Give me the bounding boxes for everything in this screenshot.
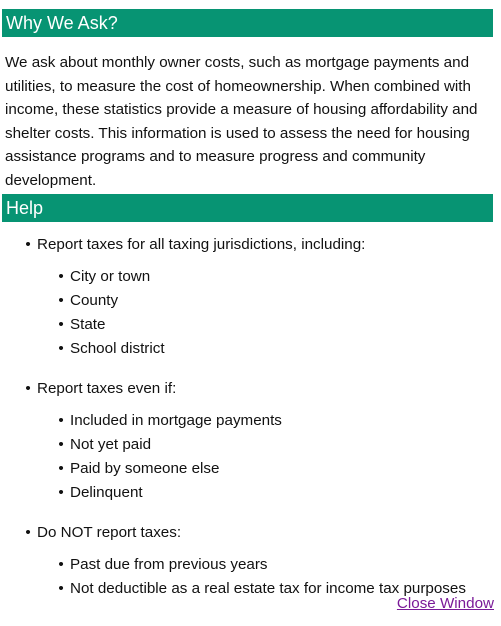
help-group-label: [0, 377, 501, 401]
help-sub-item-text: Delinquent: [70, 484, 143, 501]
help-sub-item-text: Paid by someone else: [70, 460, 220, 477]
help-sub-item: [0, 265, 501, 289]
help-sub-item: [0, 289, 501, 313]
bullet-icon: •: [58, 316, 64, 333]
help-sub-item-text: Past due from previous years: [70, 556, 268, 573]
help-header: [2, 194, 493, 222]
bullet-icon: •: [25, 524, 31, 541]
bullet-icon: •: [25, 236, 31, 253]
bullet-icon: •: [58, 436, 64, 453]
bullet-icon: •: [58, 292, 64, 309]
help-sub-item: [0, 337, 501, 361]
help-sub-item-text: State: [70, 316, 106, 333]
help-sub-item: [0, 457, 501, 481]
close-window-link[interactable]: Close Window: [396, 595, 494, 612]
help-sub-list: [0, 265, 501, 361]
help-group-jurisdictions: [0, 233, 501, 361]
bullet-icon: •: [25, 380, 31, 397]
help-sub-item: [0, 481, 501, 505]
help-group-label-text: Do NOT report taxes:: [37, 524, 182, 541]
help-sub-item-text: Not deductible as a real estate tax for income tax purposes: [70, 580, 466, 597]
why-we-ask-title: Why We Ask?: [6, 13, 118, 33]
why-we-ask-header: [2, 9, 493, 37]
help-sub-item-text: Included in mortgage payments: [70, 412, 282, 429]
bullet-icon: •: [58, 556, 64, 573]
help-group-label-text: Report taxes for all taxing jurisdictions, including:: [37, 236, 366, 253]
help-sub-item-text: County: [70, 292, 119, 309]
bullet-icon: •: [58, 460, 64, 477]
help-sub-item: [0, 433, 501, 457]
help-sub-list: [0, 409, 501, 505]
help-sub-item-text: Not yet paid: [70, 436, 152, 453]
why-we-ask-paragraph: We ask about monthly owner costs, such as mortgage payments and utilities, to measure the cost of homeownership. When combined with income, these statistics provide a measure of housing affordability and shelter costs. This information is used to assess the need for housing assistance programs and to measure progress and community development.: [5, 54, 478, 189]
help-group-label: [0, 233, 501, 257]
bullet-icon: •: [58, 268, 64, 285]
help-list: [0, 233, 501, 617]
bullet-icon: •: [58, 580, 64, 597]
bullet-icon: •: [58, 340, 64, 357]
help-sub-item: [0, 553, 501, 577]
help-sub-item-text: City or town: [70, 268, 151, 285]
help-group-label: [0, 521, 501, 545]
help-sub-item-text: School district: [70, 340, 165, 357]
help-sub-list: [0, 553, 501, 601]
help-sub-item: [0, 313, 501, 337]
help-title: Help: [6, 198, 44, 218]
help-group-do-not-report: [0, 521, 501, 601]
help-group-label-text: Report taxes even if:: [37, 380, 177, 397]
help-sub-item: [0, 409, 501, 433]
help-group-even-if: [0, 377, 501, 505]
bullet-icon: •: [58, 412, 64, 429]
bullet-icon: •: [58, 484, 64, 501]
